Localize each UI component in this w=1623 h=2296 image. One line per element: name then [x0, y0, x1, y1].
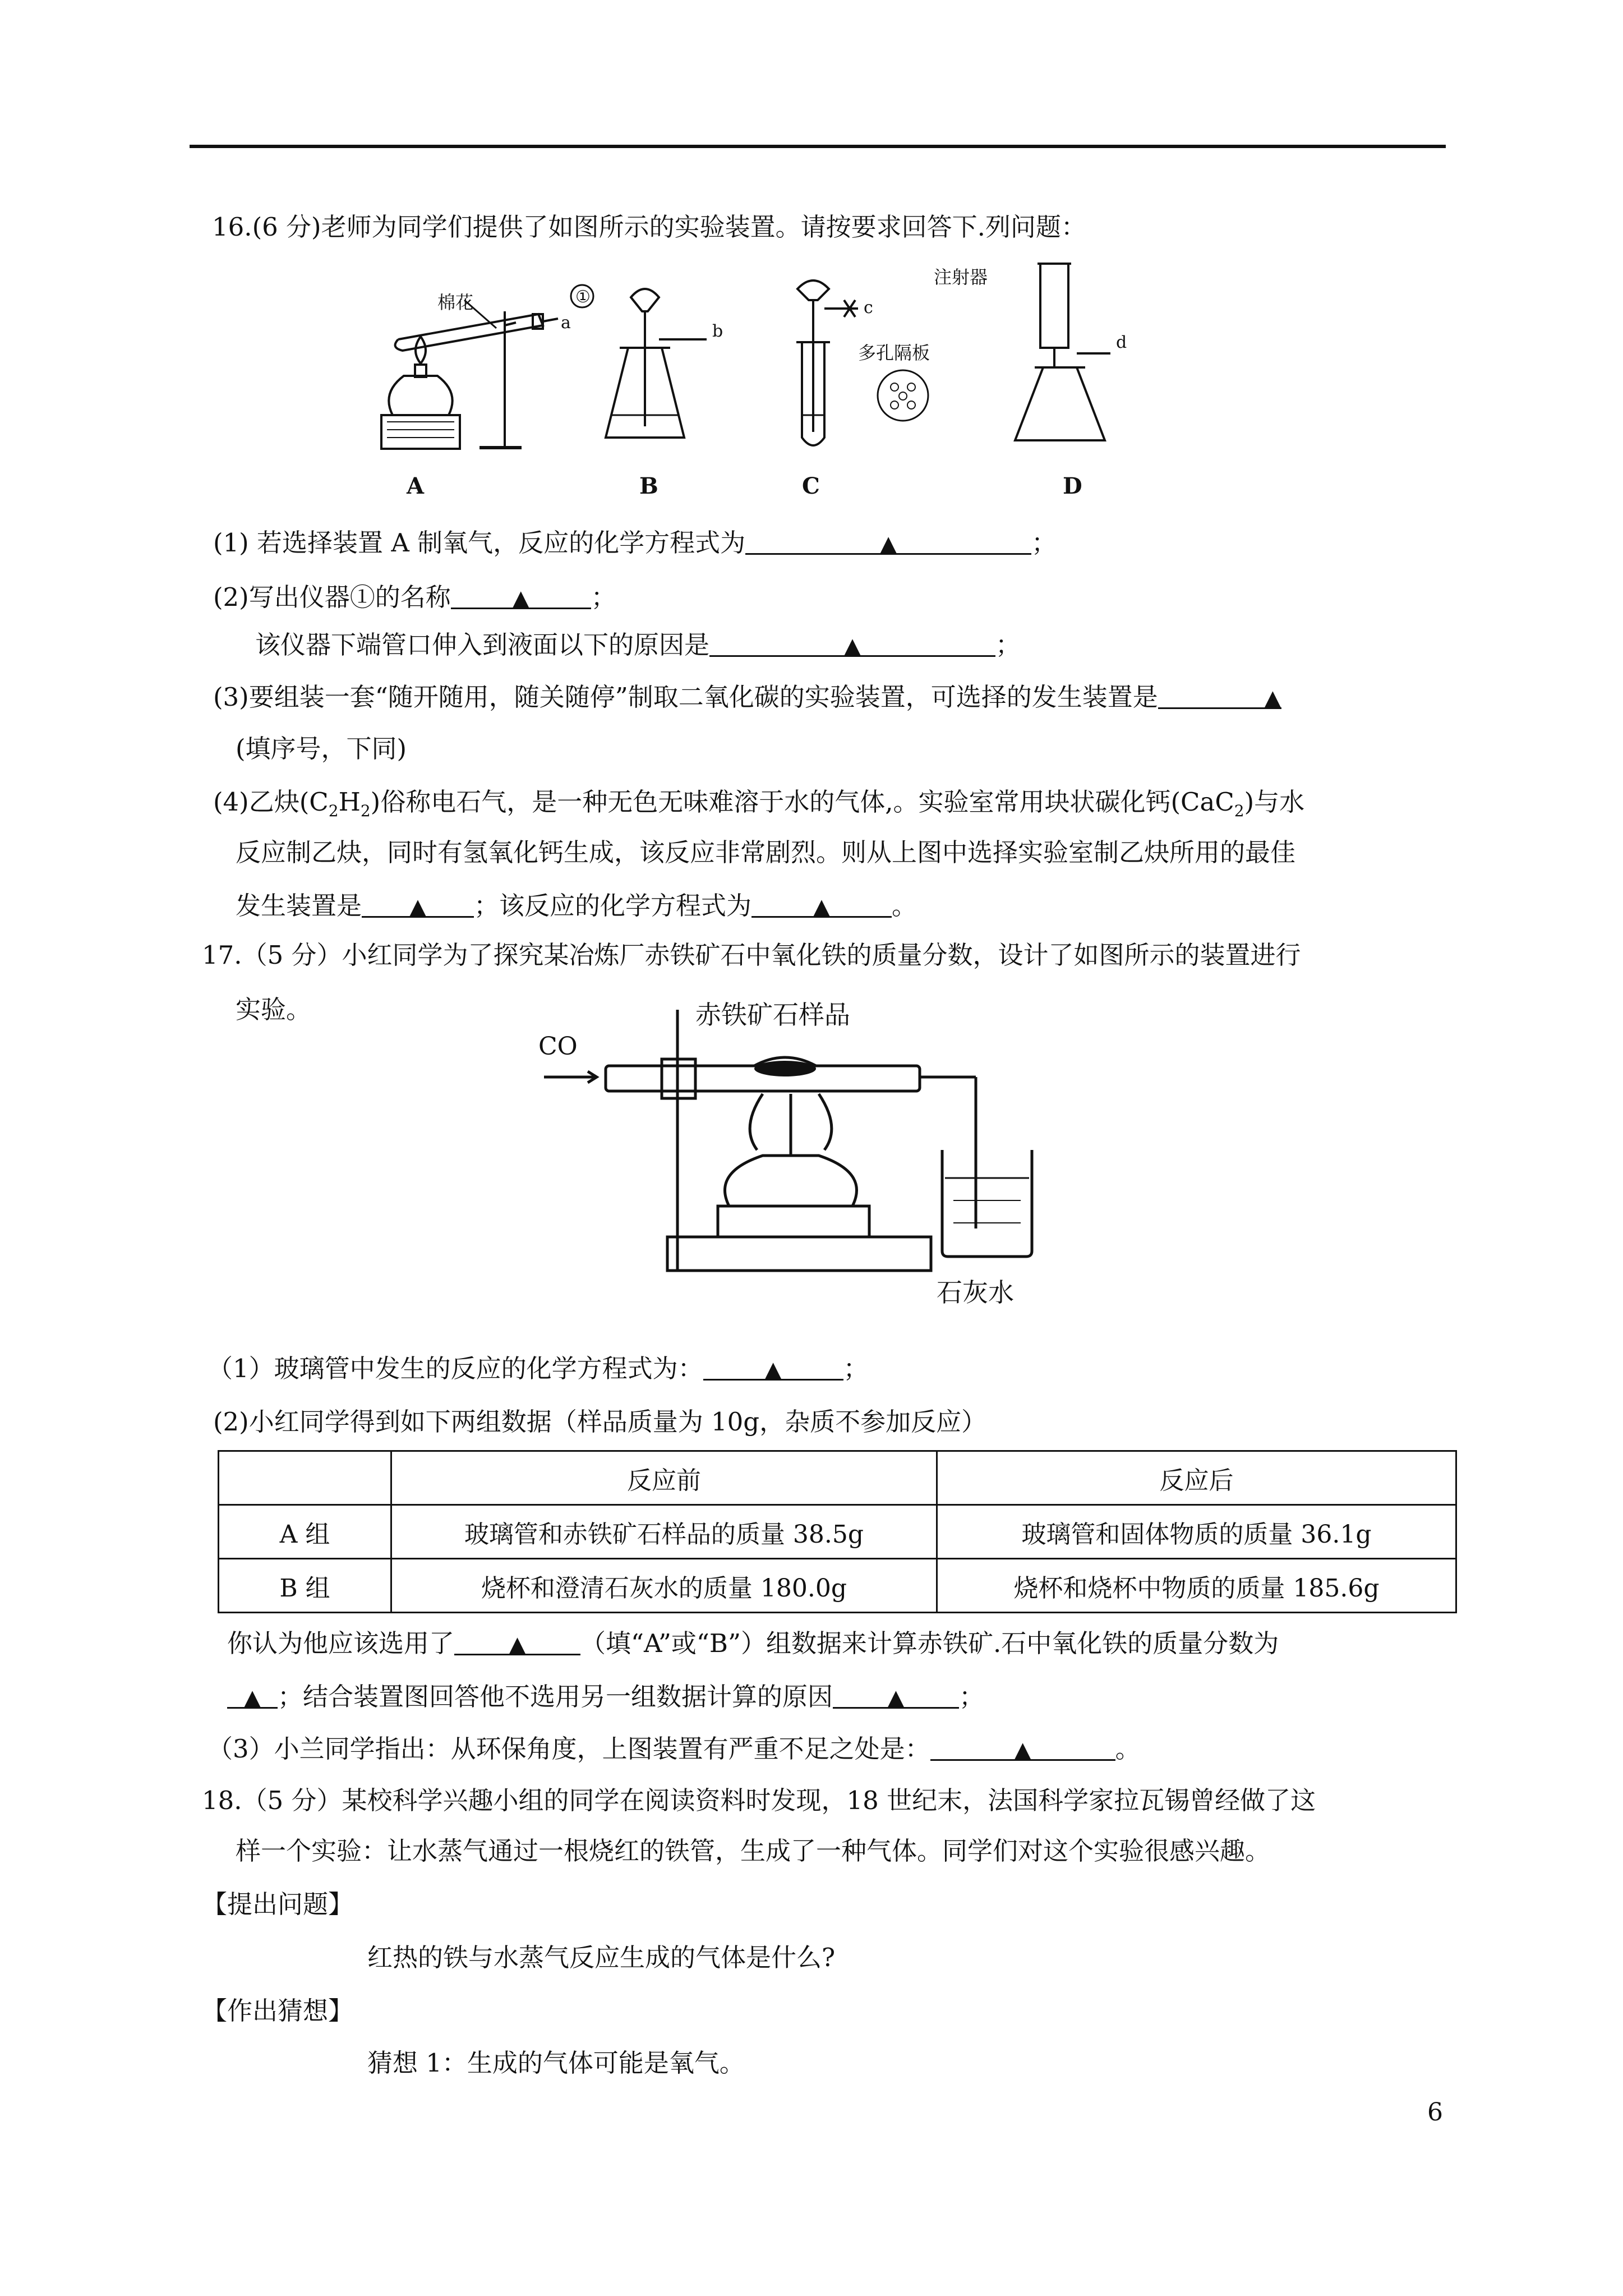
device-b-label: B — [639, 473, 658, 499]
q18-hypothesis-1: 猜想 1：生成的气体可能是氧气。 — [367, 2048, 745, 2078]
answer-blank[interactable]: ▲ — [1158, 680, 1281, 709]
device-c-label: C — [802, 473, 820, 499]
device-c-drawing — [796, 280, 858, 445]
q16-part3: (3)要组装一套“随开随用，随关随停”制取二氧化碳的实验装置，可选择的发生装置是 ▲ — [213, 680, 1281, 714]
table-cell: 反应前 — [391, 1451, 937, 1505]
q16-part4-line3: 发生装置是 ▲ ；该反应的化学方程式为 ▲ 。 — [236, 889, 917, 923]
table-cell: 烧杯和澄清石灰水的质量 180.0g — [391, 1559, 937, 1613]
q18-stem: 18.（5 分）某校科学兴趣小组的同学在阅读资料时发现，18 世纪末，法国科学家拉瓦锡曾经做了这 — [202, 1786, 1316, 1815]
device-a-label: A — [407, 473, 425, 499]
answer-blank[interactable]: ▲ — [362, 889, 474, 918]
co-label: CO — [538, 1032, 578, 1061]
answer-blank[interactable]: ▲ — [709, 628, 995, 657]
q16-part1: (1) 若选择装置 A 制氧气，反应的化学方程式为 ▲ ； — [213, 526, 1057, 560]
stand-base — [667, 1237, 931, 1271]
outlet-d-label: d — [1116, 333, 1127, 352]
q16-part4-line1: (4)乙炔$(C_2H_2)$俗称电石气，是一种无色无味难溶于水的气体,。实验室常用块状碳化钙(CaC$_2$)与水 — [213, 787, 1305, 820]
answer-blank[interactable]: ▲ — [227, 1680, 278, 1709]
beaker — [942, 1150, 1032, 1257]
q16-part2b: 该仪器下端管口伸入到液面以下的原因是 ▲ ； — [255, 628, 1021, 662]
q17-stem: 17.（5 分）小红同学为了探究某冶炼厂赤铁矿石中氧化铁的质量分数，设计了如图所示的装置进行 — [202, 940, 1301, 970]
device-a-drawing — [381, 300, 558, 449]
q17-part1: （1）玻璃管中发生的反应的化学方程式为： ▲ ； — [208, 1352, 869, 1386]
q16-part3-note: (填序号，下同) — [236, 734, 407, 763]
q16-apparatus-figure — [336, 247, 1178, 510]
q17-part2c: ▲ ；结合装置图回答他不选用另一组数据计算的原因 ▲ ； — [227, 1680, 984, 1714]
sample-label: 赤铁矿石样品 — [695, 1000, 850, 1030]
porous-plate-label: 多孔隔板 — [858, 342, 930, 364]
q16-stem: 16.(6 分)老师为同学们提供了如图所示的实验装置。请按要求回答下.列问题： — [212, 212, 1086, 242]
q17-data-table — [218, 1450, 1457, 1613]
table-header-row — [219, 1451, 1456, 1505]
q18-question-text: 红热的铁与水蒸气反应生成的气体是什么? — [367, 1943, 836, 1972]
table-cell: 反应后 — [937, 1451, 1456, 1505]
table-row — [219, 1505, 1456, 1559]
syringe-label: 注射器 — [934, 266, 988, 288]
header-rule — [190, 145, 1446, 148]
q16-part2: (2)写出仪器①的名称 ▲ ； — [213, 581, 616, 614]
answer-blank[interactable]: ▲ — [454, 1627, 580, 1655]
q17-part2: (2)小红同学得到如下两组数据（样品质量为 10g，杂质不参加反应） — [213, 1407, 987, 1437]
table-cell — [219, 1451, 391, 1505]
answer-blank[interactable]: ▲ — [833, 1680, 959, 1709]
q18-heading-hypothesis: 【作出猜想】 — [202, 1996, 354, 2026]
q16-part4-line2: 反应制乙炔，同时有氢氧化钙生成，该反应非常剧烈。则从上图中选择实验室制乙炔所用的最佳 — [236, 838, 1296, 867]
cotton-label: 棉花 — [437, 292, 474, 313]
table-cell: B 组 — [219, 1559, 391, 1613]
answer-blank[interactable]: ▲ — [703, 1352, 843, 1381]
table-row — [219, 1559, 1456, 1613]
q17-part3: （3）小兰同学指出：从环保角度，上图装置有严重不足之处是： ▲ 。 — [208, 1732, 1141, 1766]
q18-stem-line2: 样一个实验：让水蒸气通过一根烧红的铁管，生成了一种气体。同学们对这个实验很感兴趣。 — [236, 1836, 1271, 1866]
page-number: 6 — [1427, 2098, 1443, 2127]
q17-part2b: 你认为他应该选用了 ▲ （填“A”或“B”）组数据来计算赤铁矿.石中氧化铁的质量分数为 — [227, 1627, 1279, 1660]
answer-blank[interactable]: ▲ — [745, 526, 1031, 555]
table-cell: 玻璃管和赤铁矿石样品的质量 38.5g — [391, 1505, 937, 1559]
outlet-b-label: b — [712, 321, 723, 341]
device-d-label: D — [1063, 473, 1082, 499]
tube-outlet-a-label: a — [561, 313, 571, 333]
answer-blank[interactable]: ▲ — [751, 889, 892, 918]
q18-heading-question: 【提出问题】 — [202, 1889, 354, 1919]
table-cell: 烧杯和烧杯中物质的质量 185.6g — [937, 1559, 1456, 1613]
device-d-drawing — [1015, 264, 1110, 440]
table-cell: 玻璃管和固体物质的质量 36.1g — [937, 1505, 1456, 1559]
device-b-drawing — [606, 289, 707, 438]
q17-apparatus-figure — [527, 987, 1144, 1346]
alcohol-lamp — [725, 1156, 857, 1206]
outlet-c-label: c — [864, 298, 873, 318]
answer-blank[interactable]: ▲ — [451, 581, 591, 609]
q17-stem-line2: 实验。 — [236, 995, 312, 1024]
table-cell: A 组 — [219, 1505, 391, 1559]
answer-blank[interactable]: ▲ — [930, 1732, 1115, 1761]
instrument-1-label: ① — [575, 287, 591, 307]
limewater-label: 石灰水 — [937, 1277, 1014, 1308]
